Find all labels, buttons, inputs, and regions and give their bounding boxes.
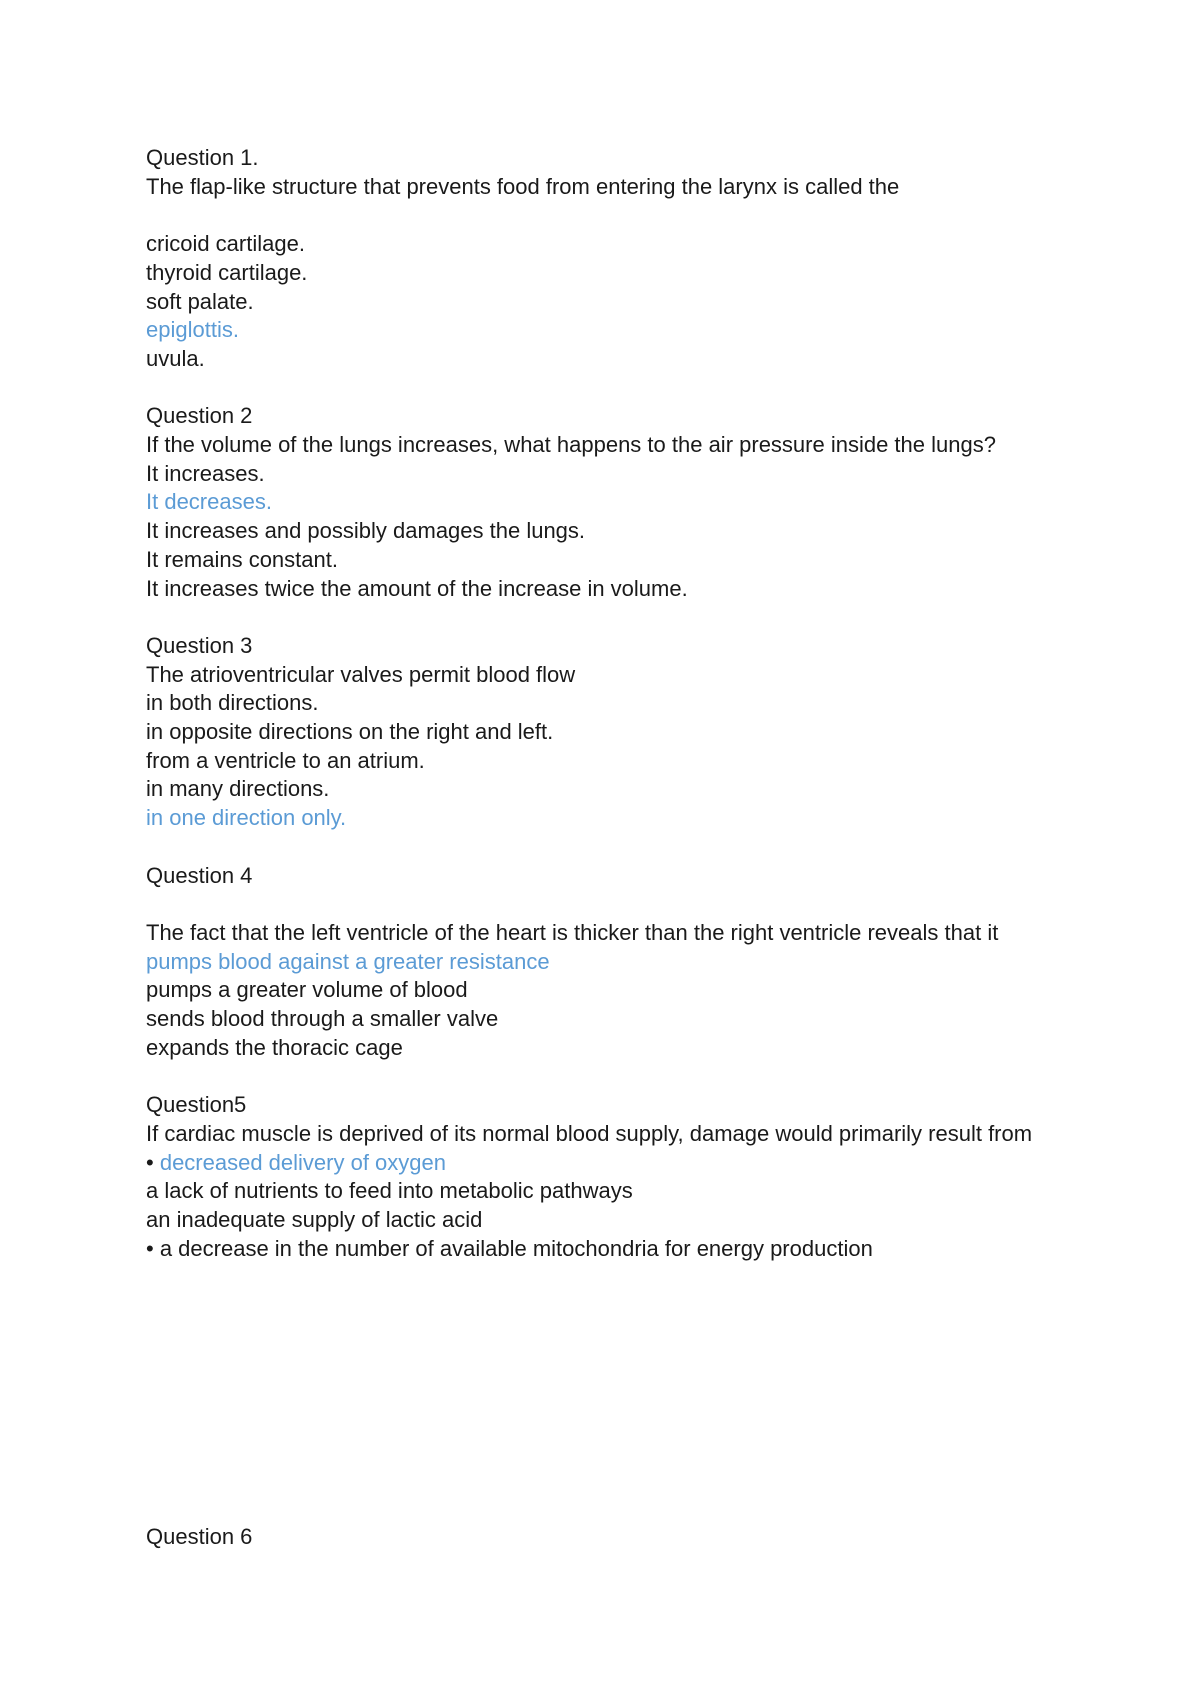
question-4-option-b: pumps a greater volume of blood: [146, 977, 468, 1003]
question-2-text: If the volume of the lungs increases, what happens to the air pressure inside the lungs?: [146, 432, 996, 457]
question-4-option-c: sends blood through a smaller valve: [146, 1006, 499, 1032]
quiz-content: [146, 144, 1046, 1263]
question-1-option-a: cricoid cartilage.: [146, 231, 305, 257]
question-4-heading: Question 4: [146, 862, 253, 888]
question-3-option-b: in opposite directions on the right and left.: [146, 719, 554, 745]
question-5-option-d-row: [146, 1235, 1046, 1264]
question-2-heading: Question 2: [146, 403, 253, 429]
question-2-option-a: It increases.: [146, 460, 265, 486]
question-5-heading: Question5: [146, 1092, 247, 1118]
bullet-icon: •: [146, 1149, 154, 1175]
spacer: [146, 201, 1046, 230]
question-5-option-c: an inadequate supply of lactic acid: [146, 1206, 483, 1232]
question-2-answer: It decreases.: [146, 489, 272, 515]
question-1-heading: Question 1.: [146, 145, 259, 170]
question-2-option-e: It increases twice the amount of the increase in volume.: [146, 575, 688, 601]
question-3-answer: in one direction only.: [146, 805, 347, 831]
question-5-answer-row: [146, 1149, 1046, 1178]
bullet-icon: •: [146, 1235, 154, 1261]
question-5-option-b: a lack of nutrients to feed into metabolic pathways: [146, 1178, 633, 1204]
question-5-answer: decreased delivery of oxygen: [159, 1149, 446, 1175]
question-5-text: If cardiac muscle is deprived of its normal blood supply, damage would primarily result from: [146, 1120, 1033, 1146]
spacer: [146, 1062, 1046, 1091]
spacer: [146, 833, 1046, 862]
question-3-text: The atrioventricular valves permit blood flow: [146, 661, 576, 687]
question-5-option-d: a decrease in the number of available mitochondria for energy production: [159, 1235, 873, 1261]
question-1-answer: epiglottis.: [146, 317, 239, 343]
question-2-option-d: It remains constant.: [146, 546, 338, 572]
question-1-option-c: soft palate.: [146, 288, 254, 314]
question-1-text: The flap-like structure that prevents food from entering the larynx is called the: [146, 173, 900, 199]
question-3-heading: Question 3: [146, 632, 253, 658]
question-1-option-b: thyroid cartilage.: [146, 259, 308, 285]
question-4-option-d: expands the thoracic cage: [146, 1034, 403, 1060]
question-6-heading: Question 6: [146, 1524, 253, 1549]
question-3-option-d: in many directions.: [146, 776, 330, 802]
spacer: [146, 374, 1046, 403]
question-3-option-c: from a ventricle to an atrium.: [146, 747, 425, 773]
question-2-option-c: It increases and possibly damages the lungs.: [146, 518, 586, 544]
question-1-option-e: uvula.: [146, 345, 205, 371]
spacer: [146, 603, 1046, 632]
question-4-text: The fact that the left ventricle of the heart is thicker than the right ventricle reveals that it: [146, 919, 999, 945]
question-4-answer: pumps blood against a greater resistance: [146, 948, 550, 974]
question-3-option-a: in both directions.: [146, 690, 319, 716]
spacer: [146, 890, 1046, 919]
